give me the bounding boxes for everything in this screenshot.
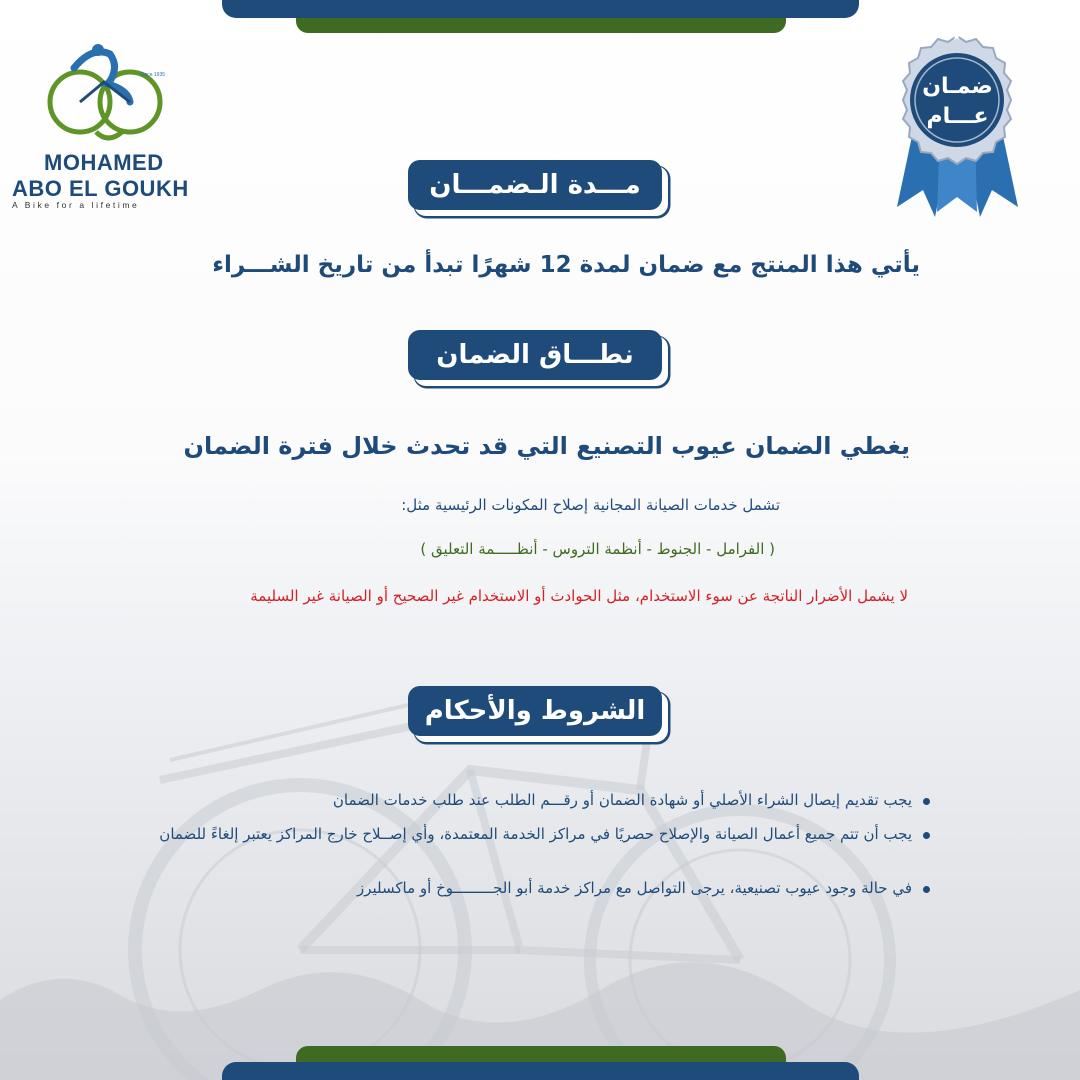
scope-exclusions-text: لا يشمل الأضرار الناتجة عن سوء الاستخدام، مثل الحوادث أو الاستخدام غير الصحيح أو الصيانة غير السليمة	[250, 587, 908, 605]
badge-line1: ضمـان	[922, 74, 993, 99]
section-title-period: مـــدة الـضمـــان	[408, 160, 662, 210]
top-decor-bar-green	[296, 18, 786, 33]
period-text: يأتي هذا المنتج مع ضمان لمدة 12 شهرًا تبدأ من تاريخ الشـــراء	[212, 252, 920, 278]
scope-includes-text: تشمل خدمات الصيانة المجانية إصلاح المكونات الرئيسية مثل:	[401, 496, 780, 514]
badge-stars: ★★★	[939, 30, 976, 43]
bottom-decor-bar-green	[296, 1046, 786, 1062]
section-title-terms: الشروط والأحكام	[408, 686, 662, 736]
list-item: يجب تقديم إيصال الشراء الأصلي أو شهادة الضمان أو رقـــم الطلب عند طلب خدمات الضمان	[150, 790, 930, 810]
brand-tagline: A Bike for a lifetime	[12, 200, 140, 210]
terms-list	[150, 790, 930, 898]
list-item: في حالة وجود عيوب تصنيعية، يرجى التواصل مع مراكز خدمة أبو الجـــــــــوخ أو ماكسليرز	[150, 878, 930, 898]
section-title-scope: نطـــاق الضمان	[408, 330, 662, 380]
bottom-decor-bar-blue	[222, 1062, 859, 1080]
brand-name-line2: ABO EL GOUKH	[12, 176, 189, 201]
scope-text: يغطي الضمان عيوب التصنيع التي قد تحدث خلال فترة الضمان	[183, 432, 910, 460]
brand-name-line1: MOHAMED	[44, 150, 164, 175]
top-decor-bar-blue	[222, 0, 859, 18]
scope-components-text: ( الفرامل - الجنوط - أنظمة التروس - أنظـــــمة التعليق )	[420, 540, 775, 558]
brand-since: Since 1935	[140, 72, 166, 78]
badge-line2: عـــام	[926, 104, 989, 129]
list-item: يجب أن تتم جميع أعمال الصيانة والإصلاح حصريًا في مراكز الخدمة المعتمدة، وأي إصــلاح خارج المراكز يعتبر إلغاءً للضمان	[150, 824, 930, 844]
